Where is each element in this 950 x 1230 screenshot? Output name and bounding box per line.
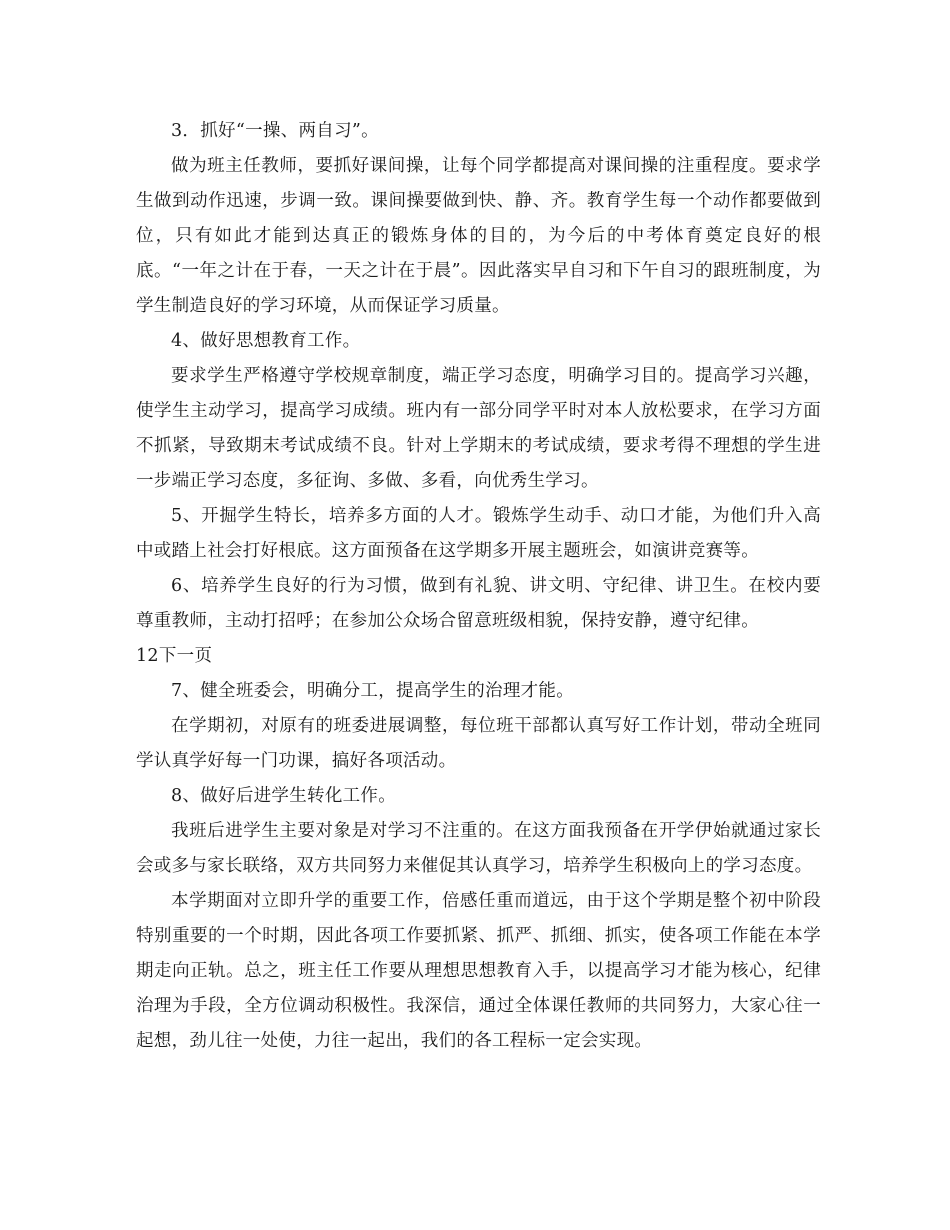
section-heading-5: 5、开掘学生特长，培养多方面的人才。锻炼学生动手、动口才能，为他们升入高中或踏上社会打好根底。这方面预备在这学期多开展主题班会，如演讲竞赛等。 [136, 506, 821, 561]
next-page-link[interactable]: 下一页 [158, 646, 213, 666]
section-heading-8: 8、做好后进学生转化工作。 [171, 786, 397, 806]
page-numbers-link[interactable]: 12 [136, 646, 159, 666]
section-heading-3: 3．抓好“一操、两自习”。 [171, 121, 379, 141]
paragraph-ideology: 要求学生严格遵守学校规章制度，端正学习态度，明确学习目的。提高学习兴趣，使学生主动学习，提高学习成绩。班内有一部分同学平时对本人放松要求，在学习方面不抓紧，导致期末考试成绩不良。针对上学期末的考试成绩，要求考得不理想的学生进一步端正学习态度，多征询、多做、多看，向优秀生学习。 [136, 366, 821, 491]
paragraph-underachievers: 我班后进学生主要对象是对学习不注重的。在这方面我预备在开学伊始就通过家长会或多与家长联络，双方共同努力来催促其认真学习，培养学生积极向上的学习态度。 [136, 821, 821, 876]
section-heading-7: 7、健全班委会，明确分工，提高学生的治理才能。 [171, 681, 575, 701]
paragraph-conclusion: 本学期面对立即升学的重要工作，倍感任重而道远，由于这个学期是整个初中阶段特别重要的一个时期，因此各项工作要抓紧、抓严、抓细、抓实，使各项工作能在本学期走向正轨。总之，班主任工作要从理想思想教育入手，以提高学习才能为核心，纪律治理为手段，全方位调动积极性。我深信，通过全体课任教师的共同努力，大家心往一起想，劲儿往一处使，力往一起出，我们的各工程标一定会实现。 [136, 891, 821, 1051]
paragraph-committee: 在学期初，对原有的班委进展调整，每位班干部都认真写好工作计划，带动全班同学认真学好每一门功课，搞好各项活动。 [136, 716, 821, 771]
paragraph-exercise: 做为班主任教师，要抓好课间操，让每个同学都提高对课间操的注重程度。要求学生做到动作迅速，步调一致。课间操要做到快、静、齐。教育学生每一个动作都要做到位，只有如此才能到达真正的锻炼身体的目的，为今后的中考体育奠定良好的根底。“一年之计在于春，一天之计在于晨”。因此落实早自习和下午自习的跟班制度，为学生制造良好的学习环境，从而保证学习质量。 [136, 156, 821, 316]
section-heading-6: 6、培养学生良好的行为习惯，做到有礼貌、讲文明、守纪律、讲卫生。在校内要尊重教师，主动打招呼；在参加公众场合留意班级相貌，保持安静，遵守纪律。 [136, 576, 821, 631]
pagination [136, 639, 821, 674]
section-heading-4: 4、做好思想教育工作。 [171, 331, 361, 351]
document-body [136, 114, 821, 1059]
